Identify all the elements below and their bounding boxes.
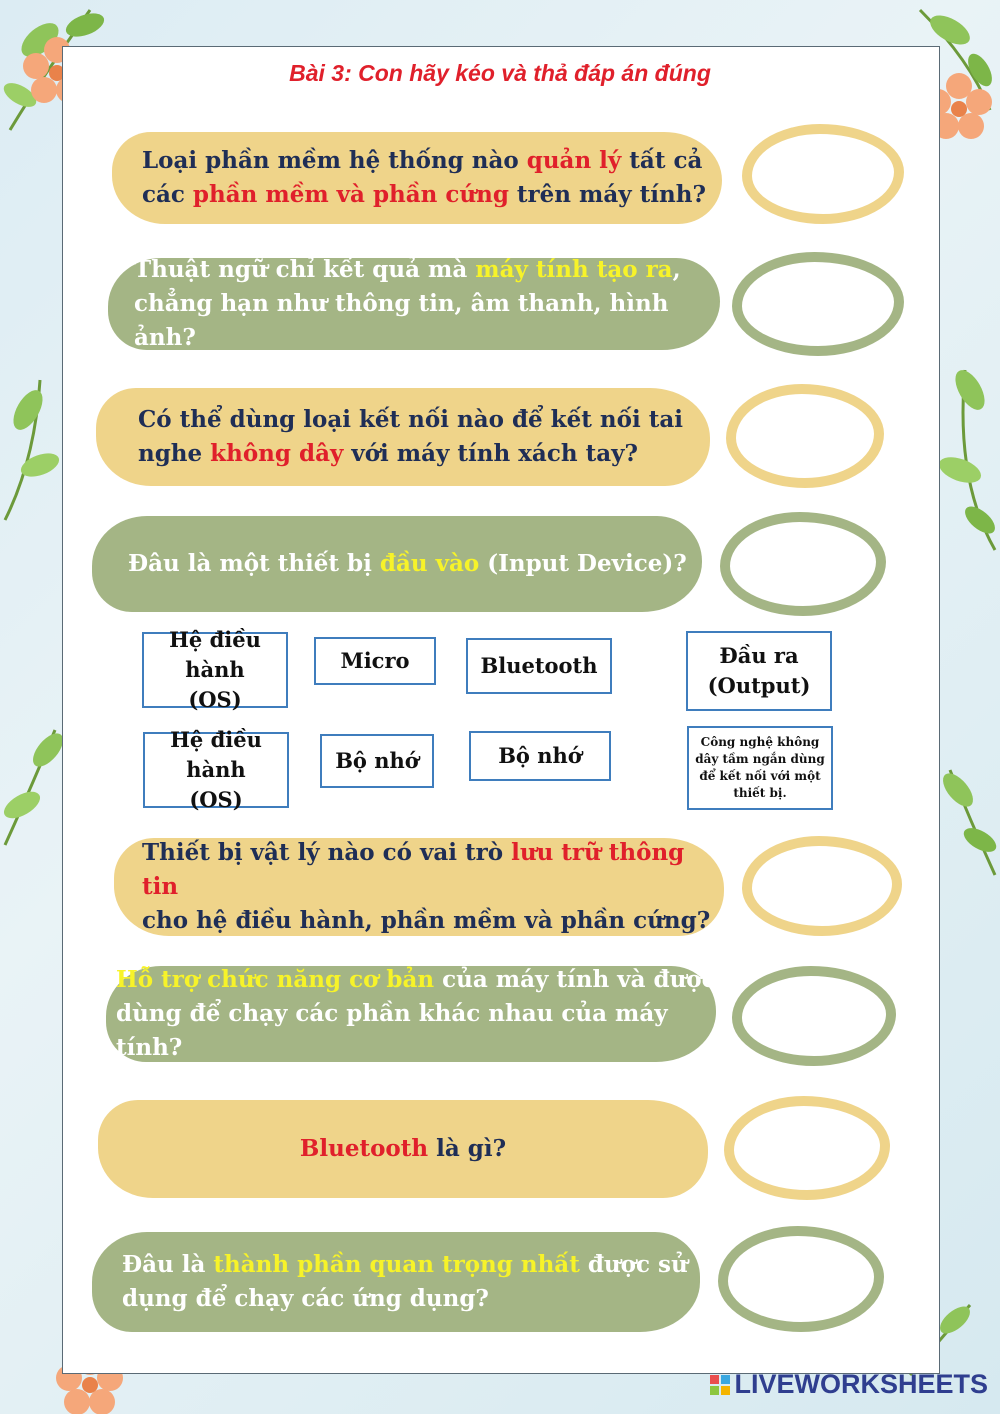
answer-card-4-label: Đầu ra (Output) xyxy=(707,643,811,698)
answer-card-7[interactable] xyxy=(469,731,611,781)
question-2-highlight: máy tính tạo ra xyxy=(475,256,673,283)
question-5 xyxy=(114,838,724,936)
drop-zone-5[interactable] xyxy=(742,836,902,936)
answer-card-2-label: Micro xyxy=(340,648,410,673)
question-6-highlight: Hỗ trợ chức năng cơ bản xyxy=(116,966,435,993)
question-2-text: Thuật ngữ chỉ kết quả mà xyxy=(134,256,476,283)
answer-card-8[interactable] xyxy=(687,726,833,810)
drop-zone-1[interactable] xyxy=(742,124,904,224)
question-8-highlight: thành phần quan trọng nhất xyxy=(213,1251,580,1278)
question-1-highlight: quản lý xyxy=(526,147,622,174)
question-2 xyxy=(108,258,720,350)
drop-zone-7[interactable] xyxy=(724,1096,890,1200)
question-2-text: chẳng hạn như thông tin, âm thanh, hình ảnh? xyxy=(134,290,669,351)
question-8-text: dụng để chạy các ứng dụng? xyxy=(122,1285,489,1312)
question-5-highlight: lưu trữ thông tin xyxy=(142,839,685,900)
question-7-text: là gì? xyxy=(428,1135,507,1162)
answer-card-1-label: Hệ điều hành (OS) xyxy=(169,627,261,712)
question-1-highlight: phần mềm và phần cứng xyxy=(192,181,509,208)
answer-card-5-label: Hệ điều hành (OS) xyxy=(170,727,262,812)
drop-zone-3[interactable] xyxy=(726,384,884,488)
drop-zone-2[interactable] xyxy=(732,252,904,356)
question-8-text: được sử xyxy=(579,1251,688,1278)
liveworksheets-logo-text: LIVEWORKSHEETS xyxy=(734,1369,988,1399)
leaf-branch-left-mid-icon xyxy=(0,370,70,530)
answer-card-3[interactable] xyxy=(466,638,612,694)
drop-zone-4[interactable] xyxy=(720,512,886,616)
question-7 xyxy=(98,1100,708,1198)
answer-card-6[interactable] xyxy=(320,734,434,788)
drop-zone-8[interactable] xyxy=(718,1226,884,1332)
question-5-text: cho hệ điều hành, phần mềm và phần cứng? xyxy=(142,907,711,934)
answer-card-4[interactable] xyxy=(686,631,832,711)
liveworksheets-logo-icon xyxy=(710,1375,730,1395)
question-4-text: (Input Device)? xyxy=(479,550,687,577)
answer-card-1[interactable] xyxy=(142,627,288,712)
answer-card-2[interactable] xyxy=(314,637,436,685)
question-1-text: tất cả xyxy=(621,147,703,174)
question-5-text: Thiết bị vật lý nào có vai trò xyxy=(142,839,512,866)
question-8-text: Đâu là xyxy=(122,1251,214,1278)
exercise-title: Bài 3: Con hãy kéo và thả đáp án đúng xyxy=(289,60,711,86)
question-1-text: các xyxy=(142,181,193,208)
question-1-text: Loại phần mềm hệ thống nào xyxy=(142,147,527,174)
answer-card-6-label: Bộ nhớ xyxy=(335,748,419,773)
answer-card-5[interactable] xyxy=(143,727,289,812)
answer-card-8-label: Công nghệ không dây tầm ngắn dùng để kết nối với một thiết bị. xyxy=(695,735,825,800)
liveworksheets-logo xyxy=(710,1369,988,1400)
question-3 xyxy=(96,388,710,486)
question-7-highlight: Bluetooth xyxy=(299,1135,429,1162)
answer-card-7-label: Bộ nhớ xyxy=(498,743,582,768)
leaf-branch-right-low-icon xyxy=(930,760,1000,880)
leaf-branch-left-low-icon xyxy=(0,720,70,850)
question-8 xyxy=(92,1232,700,1332)
question-3-text: với máy tính xách tay? xyxy=(343,440,638,467)
question-4-text: Đâu là một thiết bị xyxy=(128,550,380,577)
question-3-highlight: không dây xyxy=(210,440,344,467)
question-6 xyxy=(106,966,716,1062)
question-4-highlight: đầu vào xyxy=(379,550,480,577)
question-3-text: nghe xyxy=(138,440,211,467)
question-2-text: , xyxy=(672,256,681,283)
question-3-text: Có thể dùng loại kết nối nào để kết nối tai xyxy=(138,406,683,433)
question-1 xyxy=(112,132,722,224)
question-1-text: trên máy tính? xyxy=(508,181,706,208)
drop-zone-6[interactable] xyxy=(732,966,896,1066)
question-6-text: dùng để chạy các phần khác nhau của máy tính? xyxy=(116,1000,668,1061)
answer-card-3-label: Bluetooth xyxy=(480,653,598,678)
question-6-text: của máy tính và được xyxy=(434,966,716,993)
question-4 xyxy=(92,516,702,612)
